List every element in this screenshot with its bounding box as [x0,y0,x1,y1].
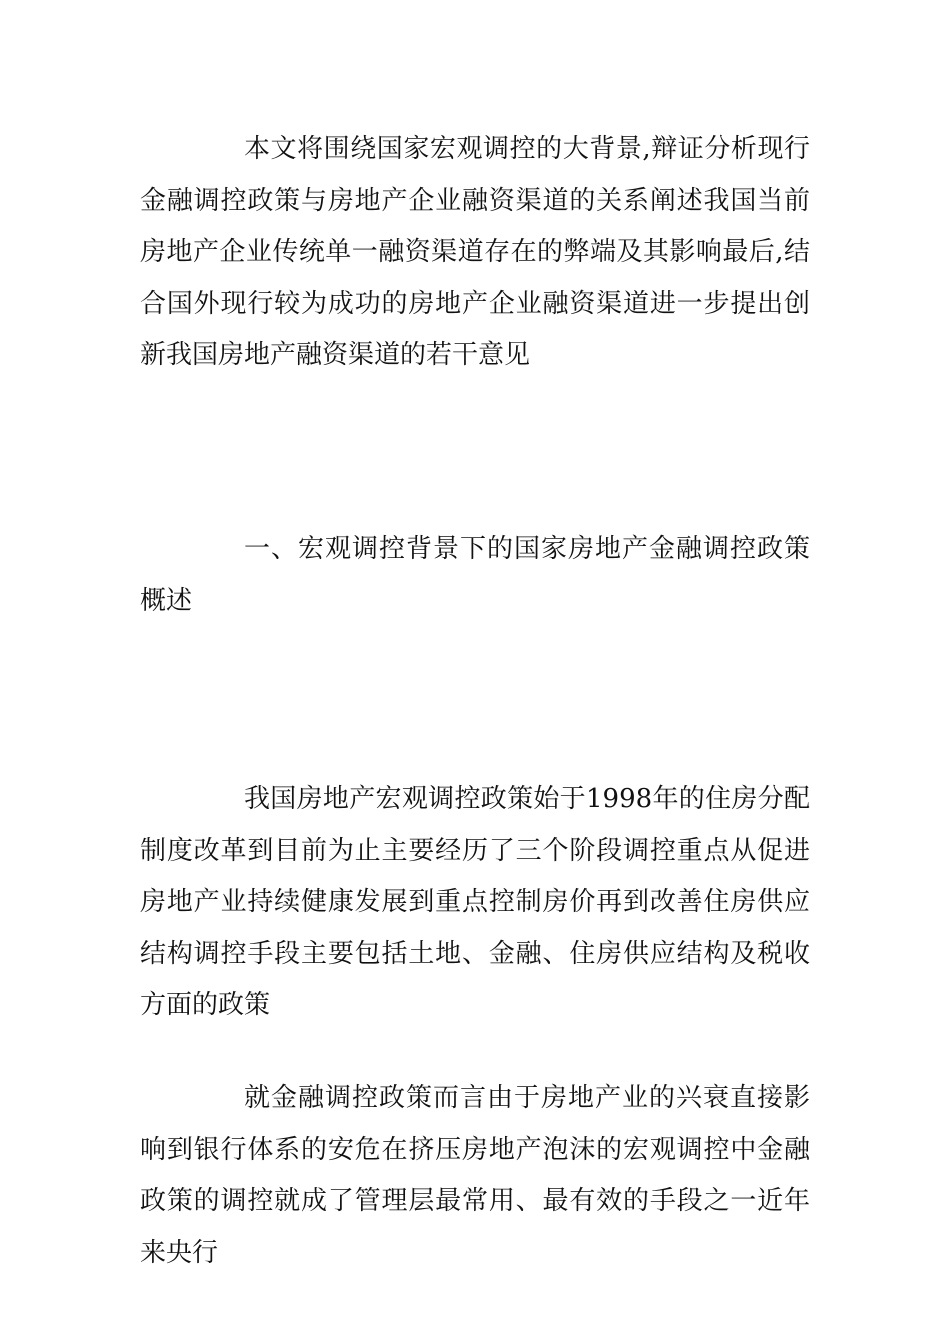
section-heading: 一、宏观调控背景下的国家房地产金融调控政策概述 [140,534,810,616]
intro-paragraph: 本文将围绕国家宏观调控的大背景,辩证分析现行金融调控政策与房地产企业融资渠道的关系阐述我国当前房地产企业传统单一融资渠道存在的弊端及其影响最后,结合国外现行较为成功的房地产企业融资渠道进一步提出创新我国房地产融资渠道的若干意见 [140,134,810,370]
body-paragraph-financial-policy: 就金融调控政策而言由于房地产业的兴衰直接影响到银行体系的安危在挤压房地产泡沫的宏观调控中金融政策的调控就成了管理层最常用、最有效的手段之一近年来央行 [140,1083,810,1268]
body-paragraph-policy-history: 我国房地产宏观调控政策始于1998年的住房分配制度改革到目前为止主要经历了三个阶段调控重点从促进房地产业持续健康发展到重点控制房价再到改善住房供应结构调控手段主要包括土地、金融、住房供应结构及税收方面的政策 [140,784,810,1020]
